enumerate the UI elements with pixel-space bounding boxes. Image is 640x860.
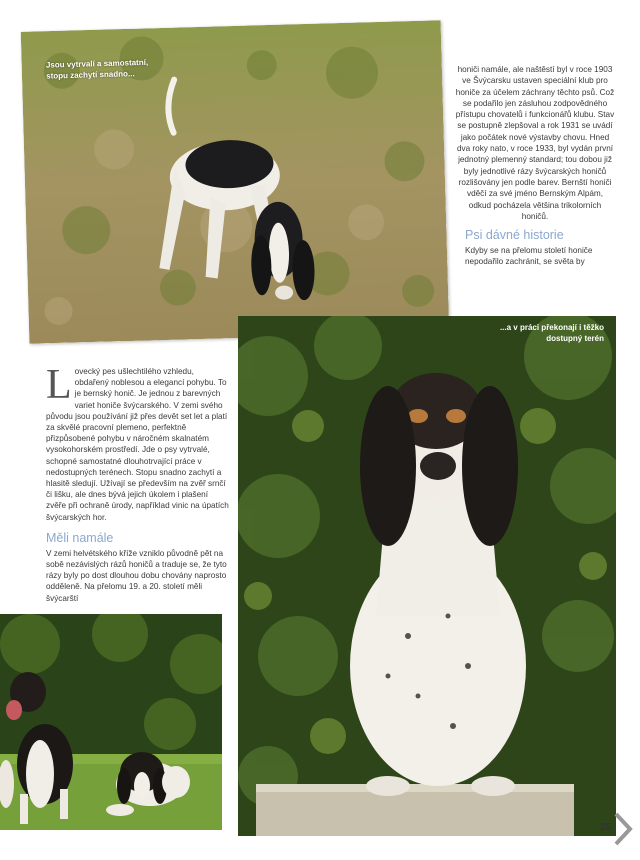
right-paragraph-continued: Kdyby se na přelomu století honiče nepodařilo zachránit, se světa by (465, 246, 593, 267)
section-heading-history: Psi dávné historie (465, 228, 564, 243)
caption-top-photo: Jsou vytrvalí a samostatní, stopu zachytí snadno... (45, 57, 149, 81)
next-page-arrow-icon (612, 812, 634, 846)
page-number: 25 (600, 822, 612, 833)
section-heading-namale: Měli namále (46, 530, 114, 545)
article-right-column (455, 64, 615, 268)
intro-paragraph: ovecký pes ušlechtilého vzhledu, obdařený noblesou a elegancí pohybu. To je bernský honič. Je jednou z barevných variet honiče švýcarského. V zemi svého původu jsou používání již přes devět set let a platí za skvělé pracovní plemeno, perfektně přizpůsobené pohybu v náročném skalnatém vysokohorském prostředí. Jde o psy vytrvalé, schopné samostatné dlouhotrvající práce v nedostupných terénech. Stopu snadno zachytí a hlasitě sledují. Užívají se především na zvěř srnčí či lišku, ale dnes bývá jejich úkolem i plašení zvěře při ochraně úrody, například vinic na úpatích švýcarských hor. (46, 367, 229, 522)
right-paragraph: honiči namále, ale naštěstí byl v roce 1903 ve Švýcarsku ustaven speciální klub pro honiče za účelem záchrany těchto psů. Což se podařilo jen zásluhou zodpovědného přístupu chovatelů i funkcionářů klubu. Stav se postupně zlepšoval a rok 1931 se uvádí jako počátek nové výstavby chovu. Hned dva roky nato, v roce 1933, byl vydán první jednotný plemenný standard; tou dobou již byly jednotlivé rázy švýcarských honičů rozlišovány jen podle barev. Bernští honiči vděčí za své jméno Bernským Alpám, odkud pocházela většina trikolorních honičů. (455, 65, 615, 221)
photo-two-dogs (0, 614, 222, 830)
article-left-column (46, 362, 230, 604)
section-paragraph: V zemi helvétského kříže vzniklo původně pět na sobě nezávislých rázů honičů a traduje se, že tyto rázy byly po dost dlouhou dobu chovány naprosto odděleně. Na přelomu 19. a 20. století měli švýcarští (46, 548, 227, 603)
caption-big-photo: ...a v práci překonají i těžko dostupný terén (499, 323, 604, 343)
drop-cap: L (46, 362, 72, 408)
photo-dog-sitting (238, 316, 616, 836)
